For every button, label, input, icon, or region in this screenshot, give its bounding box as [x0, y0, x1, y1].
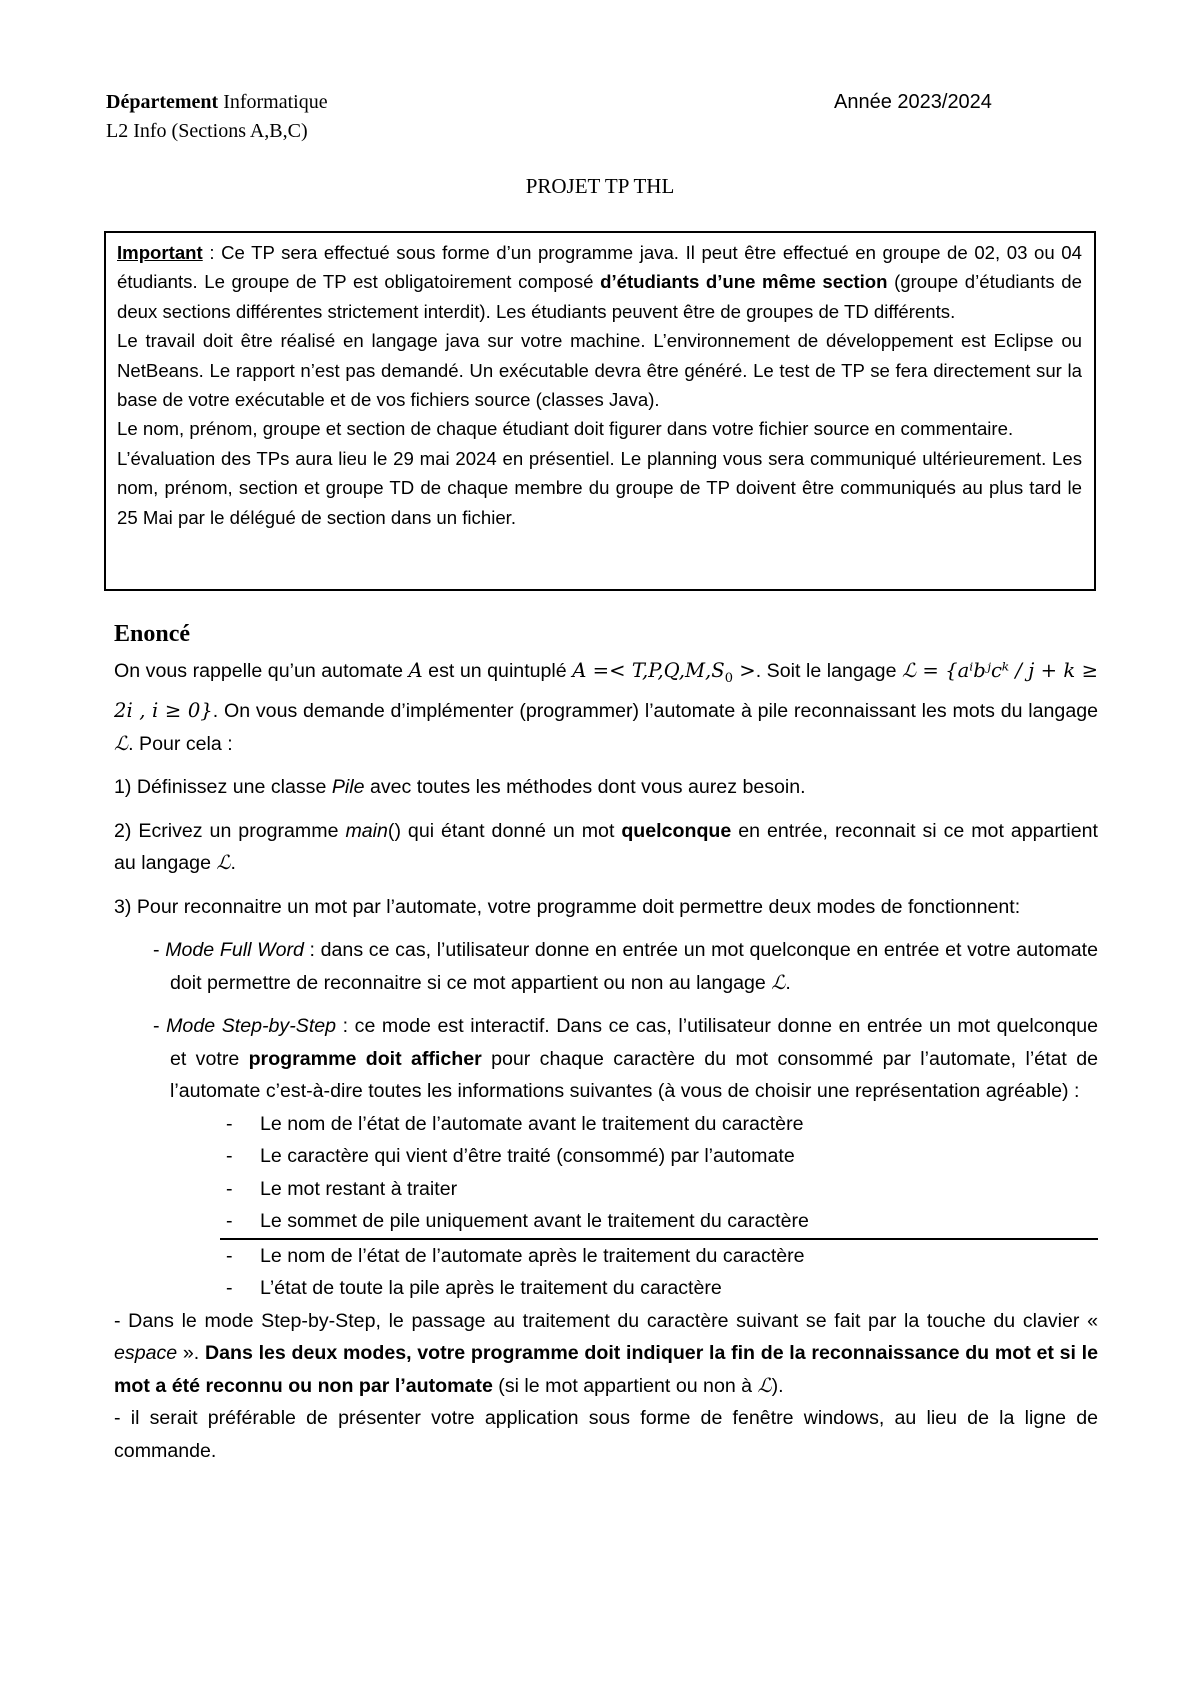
important-paragraph-2: Le travail doit être réalisé en langage java sur votre machine. L’environnement de développement est Eclipse ou NetBeans. Le rapport n’est pas demandé. Un exécutable devra être généré. Le test de TP se fera directement sur la base de votre exécutable et de vos fichiers source (classes Java).	[117, 330, 1082, 411]
important-paragraph-1: Important : Ce TP sera effectué sous forme d’un programme java. Il peut être effectué en groupe de 02, 03 ou 04 étudiants. Le groupe de TP est obligatoirement composé d’étudiants d’une même section (groupe d’étudiants de deux sections différentes strictement interdit). Les étudiants peuvent être de groupes de TD différents.	[117, 242, 1082, 322]
mode-full-word: - Mode Full Word : dans ce cas, l’utilisateur donne en entrée un mot quelconque en entrée et votre automate doit permettre de reconnaitre si ce mot appartient ou non au langage ℒ.	[153, 939, 1098, 994]
department-label: Département	[106, 91, 219, 113]
list-item: - Le nom de l’état de l’automate après le traitement du caractère	[226, 1244, 805, 1267]
note-step-by-step: - Dans le mode Step-by-Step, le passage au traitement du caractère suivant se fait par la touche du clavier « espace ». Dans les deux modes, votre programme doit indiquer la fin de la reconnaissance du mot et si le mot a été reconnu ou non par l’automate (si le mot appartient ou non à ℒ).	[114, 1309, 1098, 1397]
mode-step-by-step: - Mode Step-by-Step : ce mode est interactif. Dans ce cas, l’utilisateur donne en entrée un mot quelconque et votre programme doit afficher pour chaque caractère du mot consommé par l’automate, l’état de l’automate c’est-à-dire toutes les informations suivantes (à vous de choisir une représentation agréable) :	[153, 1015, 1098, 1103]
list-item: - Le caractère qui vient d’être traité (consommé) par l’automate	[226, 1145, 795, 1168]
question-2: 2) Ecrivez un programme main() qui étant donné un mot quelconque en entrée, reconnait si ce mot appartient au langage ℒ.	[114, 819, 1098, 875]
list-item: - L’état de toute la pile après le traitement du caractère	[226, 1277, 722, 1300]
academic-year: Année 2023/2024	[834, 91, 992, 113]
enonce-intro: On vous rappelle qu’un automate A est un quintuplé $A =< T,P,Q,M,S_0$ >. Soit le langage ℒ = {aⁱbʲcᵏ / j + k ≥ 2i , i ≥ 0}. On vous demande d’implémenter (programmer) l’automate à pile reconnaissant les mots du langage ℒ. Pour cela :	[114, 659, 1099, 755]
department-value: Informatique	[223, 91, 328, 113]
header-left	[106, 88, 328, 146]
list-item: - Le mot restant à traiter	[226, 1177, 458, 1200]
page-title: PROJET TP THL	[525, 174, 675, 198]
enonce-heading: Enoncé	[114, 621, 191, 647]
important-box	[104, 231, 1096, 591]
enonce-body	[114, 655, 1098, 1467]
important-label: Important	[117, 242, 203, 263]
question-3: 3) Pour reconnaitre un mot par l’automate, votre programme doit permettre deux modes de fonctionnent:	[114, 895, 1021, 918]
important-paragraph-3: Le nom, prénom, groupe et section de chaque étudiant doit figurer dans votre fichier source en commentaire.	[117, 418, 1014, 440]
list-item: - Le nom de l’état de l’automate avant le traitement du caractère	[226, 1112, 804, 1135]
important-paragraph-4: L’évaluation des TPs aura lieu le 29 mai 2024 en présentiel. Le planning vous sera communiqué ultérieurement. Les nom, prénom, section et groupe TD de chaque membre du groupe de TP doivent être communiqués au plus tard le 25 Mai par le délégué de section dans un fichier.	[117, 447, 1082, 528]
note-windows: - il serait préférable de présenter votre application sous forme de fenêtre windows, au lieu de la ligne de commande.	[114, 1407, 1098, 1462]
question-1: 1) Définissez une classe Pile avec toutes les méthodes dont vous aurez besoin.	[114, 776, 806, 799]
language-definition: ℒ = {aⁱbʲcᵏ / j + k ≥ 2i , i ≥ 0}	[114, 659, 1098, 723]
list-item: - Le sommet de pile uniquement avant le traitement du caractère	[226, 1210, 809, 1233]
sections-line: L2 Info (Sections A,B,C)	[106, 120, 308, 142]
department-line	[106, 88, 328, 117]
